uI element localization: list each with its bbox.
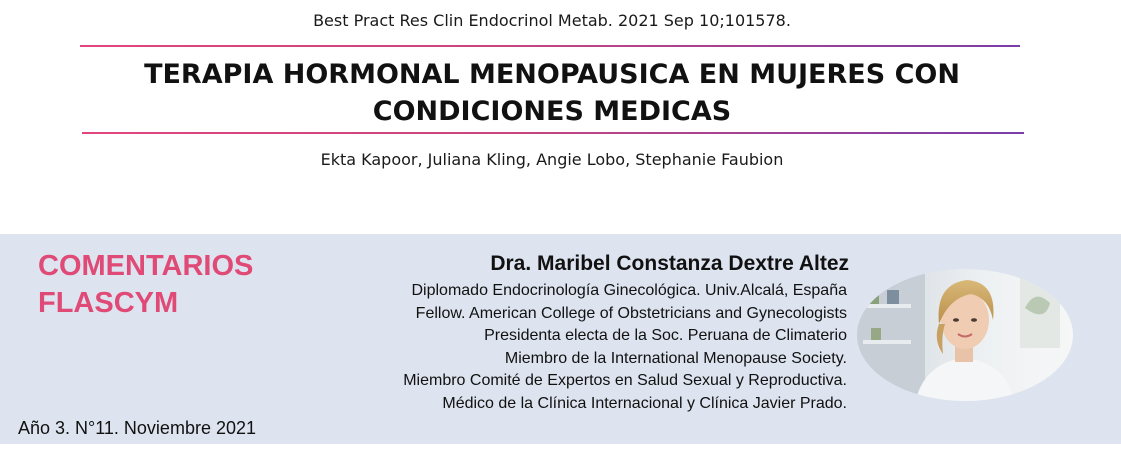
commentator-credentials	[403, 280, 847, 415]
credential-line: Miembro de la International Menopause Society.	[504, 349, 847, 367]
commentator-photo	[855, 268, 1075, 402]
article-title	[0, 56, 1104, 130]
divider-bottom	[82, 132, 1024, 134]
credential-line: Médico de la Clínica Internacional y Clínica Javier Prado.	[442, 394, 847, 412]
issue-info: Año 3. N°11. Noviembre 2021	[18, 418, 256, 438]
section-heading-line-1: COMENTARIOS	[38, 250, 254, 282]
commentator-name: Dra. Maribel Constanza Dextre Altez	[490, 252, 849, 275]
journal-citation: Best Pract Res Clin Endocrinol Metab. 2021 Sep 10;101578.	[313, 11, 791, 30]
article-title-line-2: CONDICIONES MEDICAS	[372, 96, 732, 127]
divider-top	[80, 45, 1020, 47]
author-list: Ekta Kapoor, Juliana Kling, Angie Lobo, Stephanie Faubion	[320, 150, 784, 169]
credential-line: Presidenta electa de la Soc. Peruana de Climaterio	[484, 327, 847, 344]
credential-line: Miembro Comité de Expertos en Salud Sexual y Reproductiva.	[403, 372, 847, 389]
credential-line: Fellow. American College of Obstetricians and Gynecologists	[415, 304, 847, 322]
credential-line: Diplomado Endocrinología Ginecológica. Univ.Alcalá, España	[411, 282, 847, 299]
article-title-line-1: TERAPIA HORMONAL MENOPAUSICA EN MUJERES CON	[144, 59, 960, 90]
section-heading-line-2: FLASCYM	[38, 287, 179, 319]
section-heading	[38, 248, 253, 322]
